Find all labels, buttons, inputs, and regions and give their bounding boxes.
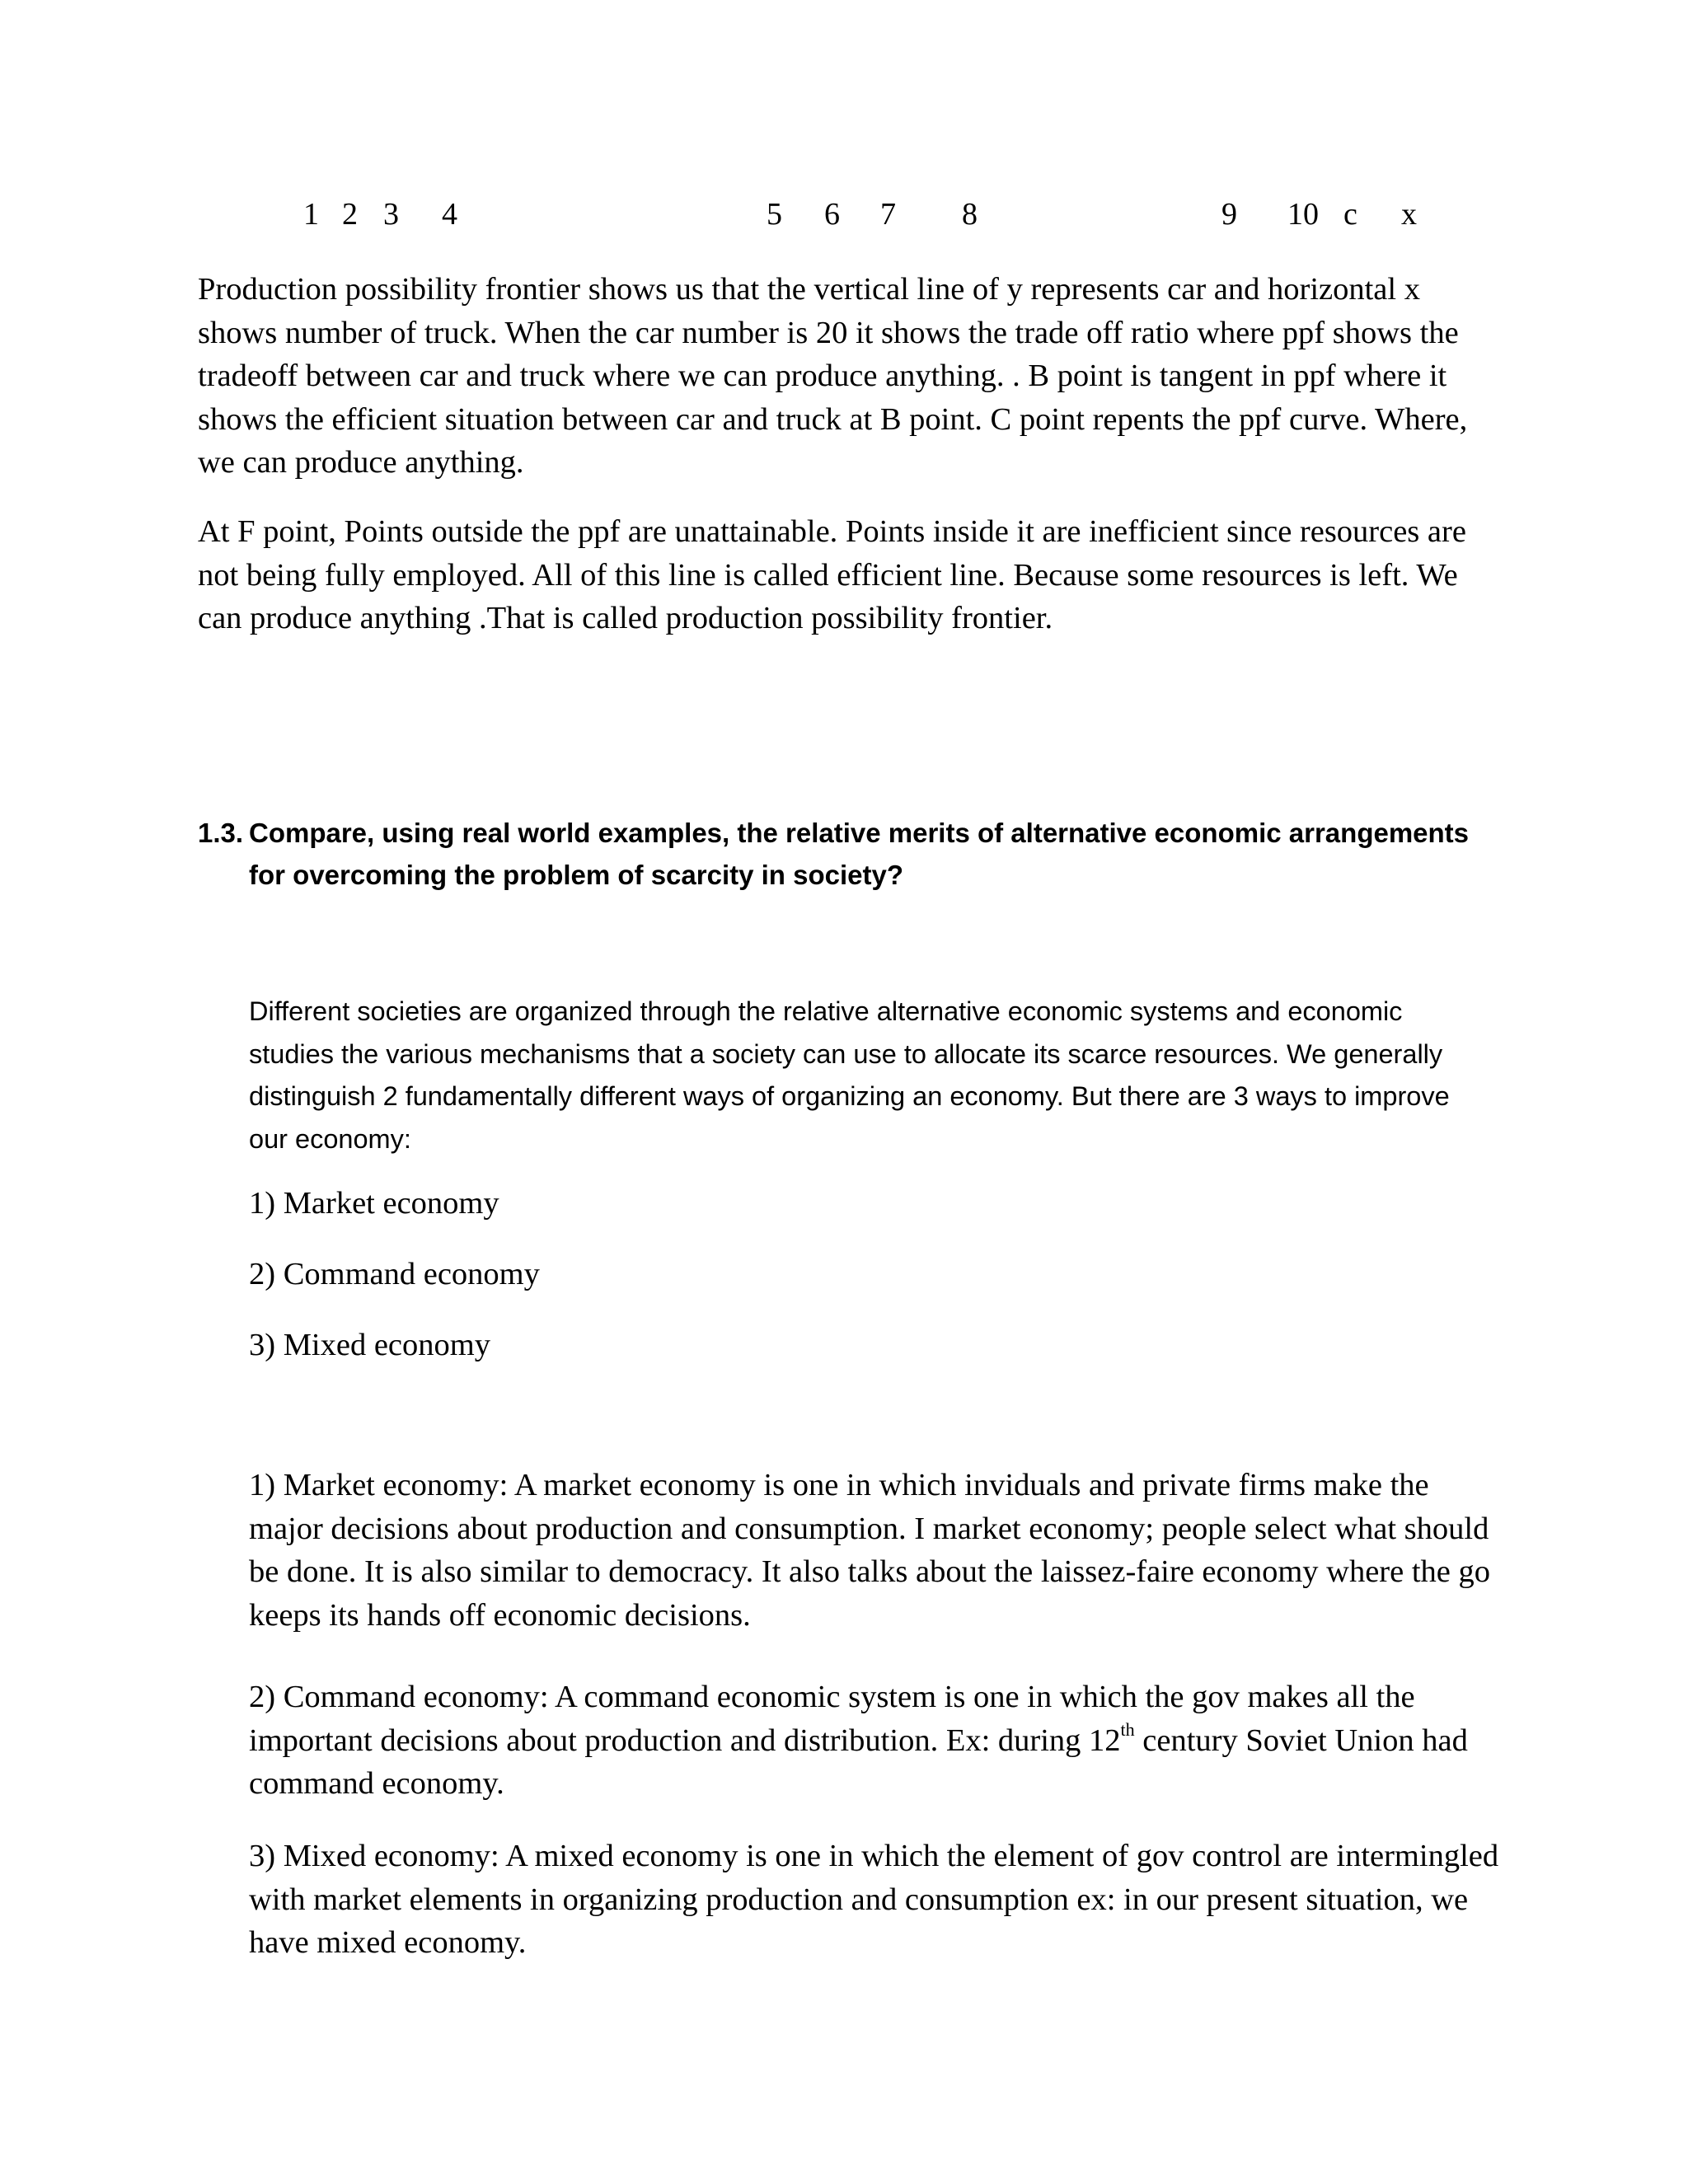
axis-tick-label: 10 xyxy=(1287,197,1319,232)
command-definition-text-end: century Soviet Union had command economy. xyxy=(249,1722,1468,1801)
axis-tick-label: x xyxy=(1401,197,1417,232)
command-economy-definition xyxy=(249,1675,1502,1806)
axis-tick-label: 3 xyxy=(383,197,399,232)
ppf-explanation-paragraph: Production possibility frontier shows us that the vertical line of y represents car and horizontal x shows number of truck. When the car number is 20 it shows the trade off ratio where ppf shows the tradeoff between car and truck where we can produce anything. . B point is tangent in ppf where it shows the efficient situation between car and truck at B point. C point repents the ppf curve. Where, we can produce anything. xyxy=(198,272,1468,480)
axis-tick-label: 8 xyxy=(962,197,978,232)
economy-types-list xyxy=(249,1185,540,1398)
axis-tick-label: 4 xyxy=(442,197,457,232)
list-item: 2) Command economy xyxy=(249,1257,540,1291)
axis-tick-label: 6 xyxy=(824,197,840,232)
axis-tick-label: c xyxy=(1343,197,1357,232)
list-item: 1) Market economy xyxy=(249,1186,499,1221)
section-heading xyxy=(198,812,1508,896)
ppf-points-paragraph: At F point, Points outside the ppf are unattainable. Points inside it are inefficient since resources are not being fully employed. All of this line is called efficient line. Because some resources is left. We can produce anything .That is called production possibility frontier. xyxy=(198,514,1466,635)
market-economy-definition: 1) Market economy: A market economy is one in which inviduals and private firms make the major decisions about production and consumption. I market economy; people select what should be done. It is also similar to democracy. It also talks about the laissez-faire economy where the go keeps its hands off economic decisions. xyxy=(249,1468,1490,1633)
command-definition-text: 2) Command economy: A command economic system is one in which the gov makes all the important decisions about production and distribution. Ex: during 12 xyxy=(249,1680,1415,1758)
axis-tick-label: 1 xyxy=(303,197,319,232)
axis-tick-label: 2 xyxy=(342,197,358,232)
ordinal-superscript: th xyxy=(1120,1718,1135,1740)
axis-tick-label: 7 xyxy=(880,197,896,232)
mixed-economy-definition: 3) Mixed economy: A mixed economy is one in which the element of gov control are intermingled with market elements in organizing production and consumption ex: in our present situation, we have mixed economy. xyxy=(249,1839,1499,1960)
section-number: 1.3. xyxy=(198,818,244,848)
axis-tick-label: 9 xyxy=(1221,197,1237,232)
section-title: Compare, using real world examples, the relative merits of alternative economic arrangements for overcoming the problem of scarcity in society? xyxy=(249,818,1470,890)
list-item: 3) Mixed economy xyxy=(249,1328,490,1362)
axis-tick-row xyxy=(0,196,1688,237)
intro-paragraph: Different societies are organized through the relative alternative economic systems and economic studies the various mechanisms that a society can use to allocate its scarce resources. We generally distinguish 2 fundamentally different ways of organizing an economy. But there are 3 ways to improve our economy: xyxy=(249,996,1450,1154)
axis-tick-label: 5 xyxy=(767,197,782,232)
